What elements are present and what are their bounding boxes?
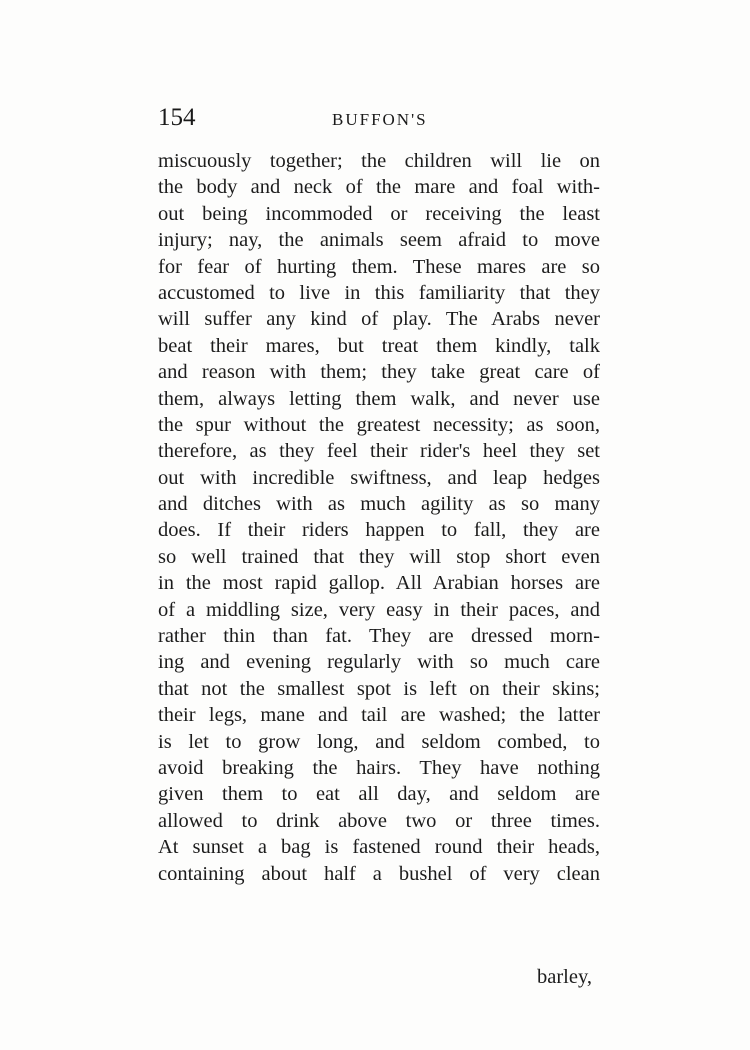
- text-line: of a middling size, very easy in their paces, and: [158, 598, 600, 621]
- text-line: out being incommoded or receiving the least: [158, 202, 600, 225]
- text-line: so well trained that they will stop short even: [158, 545, 600, 568]
- text-line: containing about half a bushel of very clean: [158, 862, 600, 885]
- text-line: their legs, mane and tail are washed; the latter: [158, 704, 600, 727]
- text-line: ing and evening regularly with so much care: [158, 651, 600, 674]
- text-line: does. If their riders happen to fall, they are: [158, 519, 600, 542]
- body-text: [158, 148, 600, 887]
- text-line: miscuously together; the children will lie on: [158, 150, 600, 172]
- catchword: barley,: [536, 966, 592, 988]
- text-line: avoid breaking the hairs. They have nothing: [158, 756, 600, 779]
- text-line: At sunset a bag is fastened round their heads,: [158, 836, 600, 859]
- text-line: the spur without the greatest necessity; as soon,: [158, 413, 600, 436]
- text-line: rather thin than fat. They are dressed morn-: [158, 625, 600, 648]
- text-line: is let to grow long, and seldom combed, to: [158, 730, 600, 753]
- text-line: the body and neck of the mare and foal with-: [158, 176, 600, 199]
- text-line: out with incredible swiftness, and leap hedges: [158, 466, 600, 489]
- running-title: BUFFON'S: [332, 110, 428, 129]
- running-head: [158, 104, 598, 136]
- text-line: allowed to drink above two or three times.: [158, 809, 600, 832]
- text-line: and reason with them; they take great care of: [158, 361, 600, 384]
- text-line: injury; nay, the animals seem afraid to move: [158, 229, 600, 252]
- text-line: and ditches with as much agility as so many: [158, 493, 600, 516]
- text-line: accustomed to live in this familiarity that they: [158, 281, 600, 304]
- text-line: for fear of hurting them. These mares are so: [158, 255, 600, 278]
- text-line: given them to eat all day, and seldom are: [158, 783, 600, 806]
- text-line: beat their mares, but treat them kindly, talk: [158, 334, 600, 357]
- text-line: that not the smallest spot is left on their skins;: [158, 677, 600, 700]
- text-line: therefore, as they feel their rider's heel they set: [158, 440, 600, 463]
- text-line: in the most rapid gallop. All Arabian horses are: [158, 572, 600, 595]
- text-line: them, always letting them walk, and never use: [158, 387, 600, 410]
- page-number: 154: [158, 104, 196, 131]
- text-line: will suffer any kind of play. The Arabs never: [158, 308, 600, 331]
